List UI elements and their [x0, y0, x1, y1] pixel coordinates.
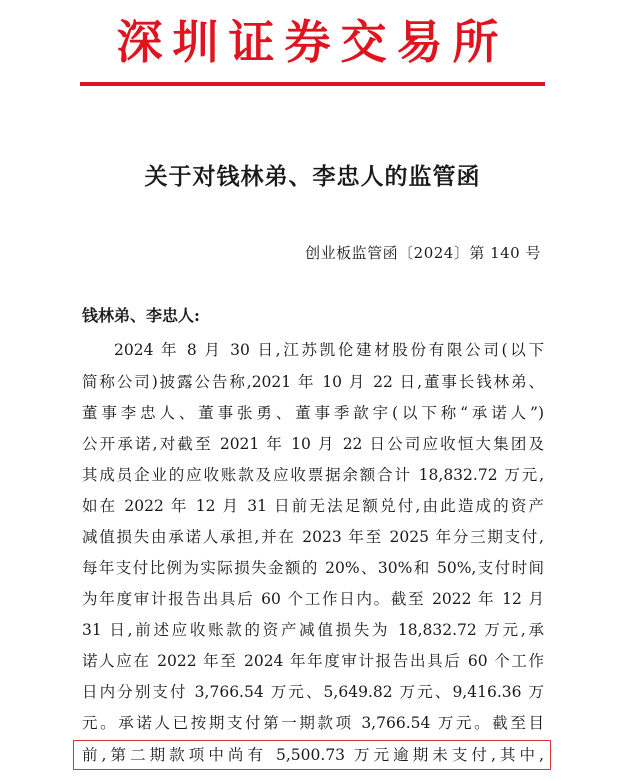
highlight-box [73, 740, 551, 770]
body-line: 元。承诺人已按期支付第一期款项 3,766.54 万元。截至目 [82, 714, 544, 732]
body-line: 董事李忠人、董事张勇、董事季歆宇(以下称“承诺人”) [82, 404, 544, 422]
body-line: 诺人应在 2022 年至 2024 年年度审计报告出具后 60 个工作 [82, 652, 544, 670]
body-line: 2024 年 8 月 30 日,江苏凯伦建材股份有限公司(以下 [114, 341, 544, 359]
body-line: 前,第二期款项中尚有 5,500.73 万元逾期未支付,其中, [82, 746, 544, 764]
body-line: 减值损失由承诺人承担,并在 2023 年至 2025 年分三期支付, [82, 528, 544, 546]
letterhead-red-rule [80, 82, 545, 86]
body-line: 简称公司)披露公告称,2021 年 10 月 22 日,董事长钱林弟、 [82, 373, 544, 391]
body-line: 31 日,前述应收账款的资产减值损失为 18,832.72 万元,承 [82, 621, 544, 639]
body-line: 如在 2022 年 12 月 31 日前无法足额兑付,由此造成的资产 [82, 497, 544, 515]
body-line: 日内分别支付 3,766.54 万元、5,649.82 万元、9,416.36 万 [82, 683, 544, 701]
body-line: 每年支付比例为实际损失金额的 20%、30%和 50%,支付时间 [82, 559, 544, 577]
document-number: 创业板监管函〔2024〕第 140 号 [305, 244, 541, 262]
body-line: 为年度审计报告出具后 60 个工作日内。截至 2022 年 12 月 [82, 590, 544, 608]
letterhead-title: 深圳证券交易所 [116, 15, 509, 69]
document-title: 关于对钱林弟、李忠人的监管函 [144, 163, 481, 190]
body-line: 公开承诺,对截至 2021 年 10 月 22 日公司应收恒大集团及 [82, 435, 544, 453]
salutation: 钱林弟、李忠人: [82, 306, 200, 325]
body-line: 其成员企业的应收账款及应收票据余额合计 18,832.72 万元, [82, 466, 544, 484]
